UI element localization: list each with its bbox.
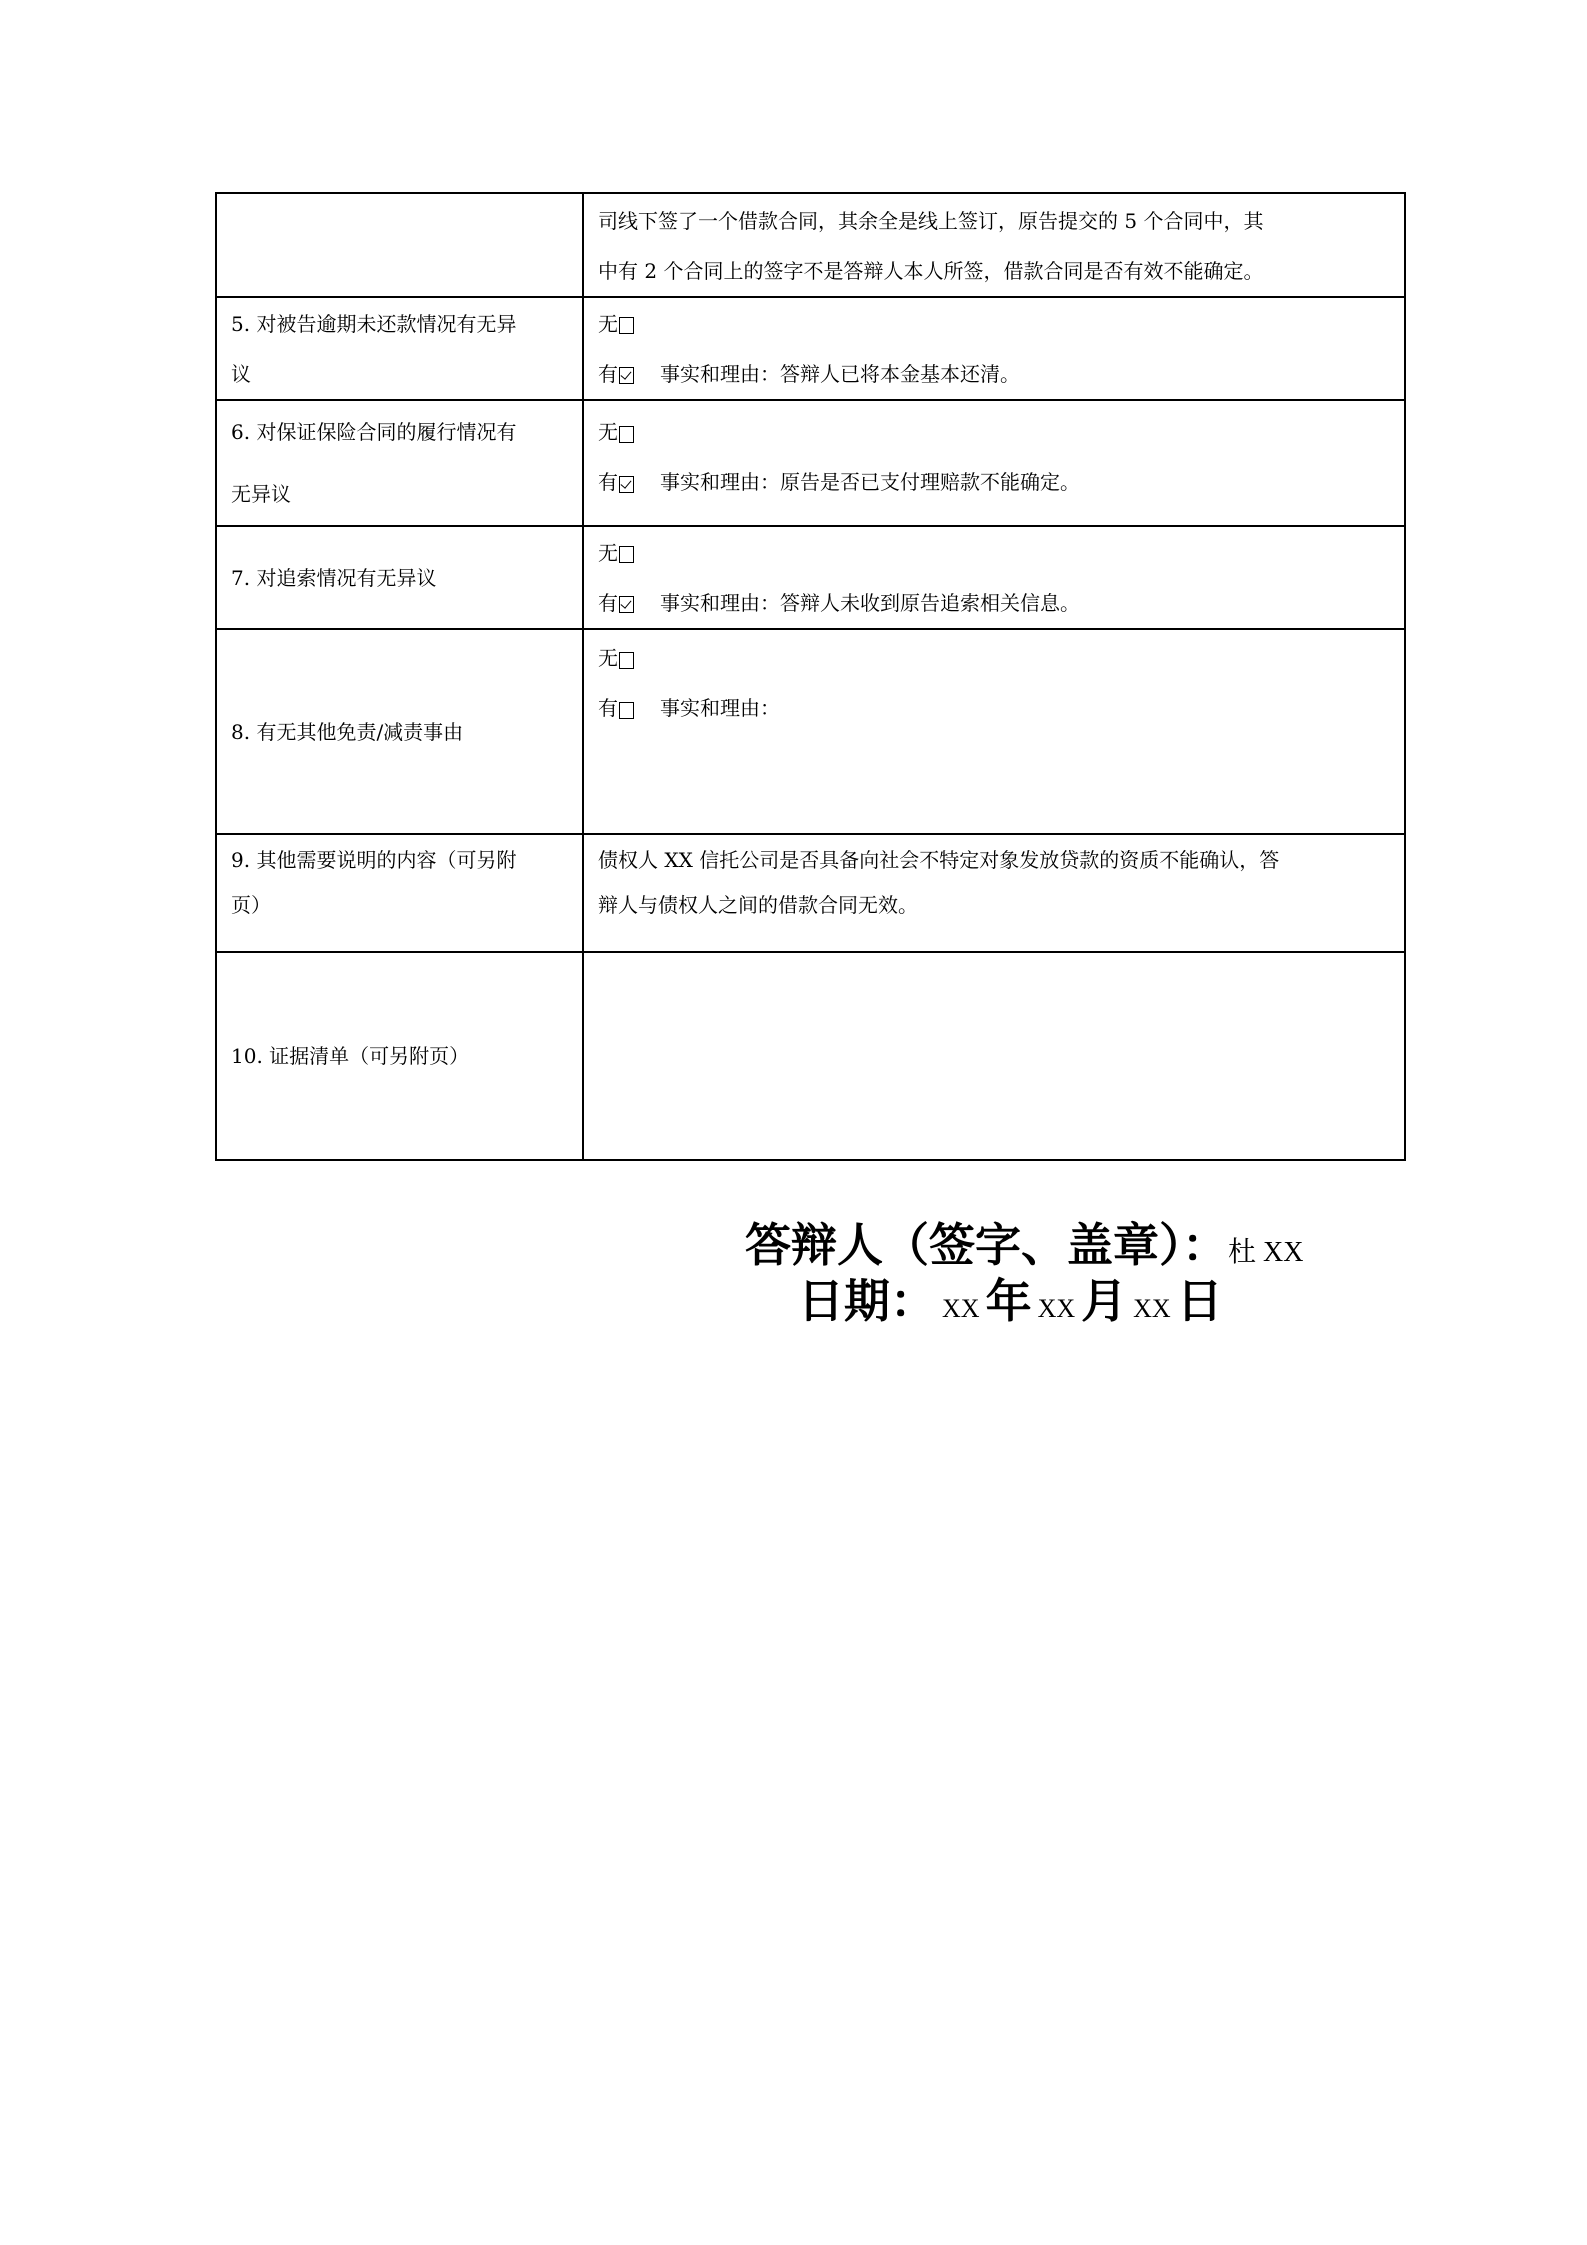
row-label-line: 议: [231, 361, 251, 386]
signature-line: [745, 1218, 1303, 1280]
table-row-item-7: [216, 526, 1405, 629]
checkbox-no[interactable]: [619, 546, 634, 563]
date-month-unit: 月: [1081, 1274, 1128, 1328]
reason-text: 答辩人已将本金基本还清。: [780, 361, 1020, 386]
row-label: [216, 834, 583, 952]
defense-form-table: [215, 192, 1406, 1161]
continuation-content: [583, 193, 1405, 297]
date-line: [798, 1274, 1223, 1336]
checkbox-no[interactable]: [619, 426, 634, 443]
option-yes: [598, 683, 1392, 733]
checkbox-yes[interactable]: [619, 476, 634, 493]
option-no-label: 无: [598, 420, 618, 444]
other-content-line: 辩人与债权人之间的借款合同无效。: [598, 893, 918, 917]
evidence-content[interactable]: [583, 952, 1405, 1160]
date-year-unit: 年: [985, 1274, 1032, 1328]
other-content: [583, 834, 1405, 952]
reason-label: 事实和理由：: [660, 590, 780, 615]
table-row-item-9: [216, 834, 1405, 952]
option-no-label: 无: [598, 646, 618, 670]
table-row-item-5: [216, 297, 1405, 400]
option-no: [598, 299, 1392, 349]
option-no: [598, 633, 1392, 683]
row-label-empty: [216, 193, 583, 297]
signature-label: 答辩人（签字、盖章）：: [745, 1218, 1228, 1272]
table-row-continuation: [216, 193, 1405, 297]
continuation-line-2: 中有 2 个合同上的签字不是答辩人本人所签，借款合同是否有效不能确定。: [598, 259, 1264, 283]
row-content: [583, 629, 1405, 834]
row-label: [216, 629, 583, 834]
evidence-label: 10. 证据清单（可另附页）: [231, 1044, 470, 1068]
row-label: [216, 400, 583, 526]
table-row-item-8: [216, 629, 1405, 834]
reason-label: 事实和理由：: [660, 696, 780, 720]
option-no-label: 无: [598, 311, 618, 336]
option-yes-label: 有: [598, 470, 618, 494]
date-day: XX: [1133, 1294, 1171, 1323]
table-row-item-10: [216, 952, 1405, 1160]
row-label-line: 无异议: [231, 482, 291, 506]
row-label-line: 7. 对追索情况有无异议: [231, 565, 437, 590]
continuation-line-1: 司线下签了一个借款合同，其余全是线上签订，原告提交的 5 个合同中，其: [598, 209, 1264, 233]
option-yes-label: 有: [598, 361, 618, 386]
row-label: [216, 952, 583, 1160]
option-no-label: 无: [598, 540, 618, 565]
checkbox-yes[interactable]: [619, 596, 634, 613]
reason-label: 事实和理由：: [660, 361, 780, 386]
checkbox-yes[interactable]: [619, 367, 634, 384]
row-content: [583, 400, 1405, 526]
row-label: [216, 297, 583, 400]
reason-text: 原告是否已支付理赔款不能确定。: [780, 470, 1080, 494]
checkbox-yes[interactable]: [619, 702, 634, 719]
option-yes: [598, 349, 1392, 399]
row-content: [583, 526, 1405, 629]
other-content-line: 债权人 XX 信托公司是否具备向社会不特定对象发放贷款的资质不能确认，答: [598, 848, 1280, 872]
row-label-line: 页）: [231, 893, 271, 917]
date-label: 日期：: [798, 1274, 936, 1328]
reason-text: 答辩人未收到原告追索相关信息。: [780, 590, 1080, 615]
option-yes-label: 有: [598, 696, 618, 720]
row-label-line: 6. 对保证保险合同的履行情况有: [231, 420, 517, 444]
row-label-line: 5. 对被告逾期未还款情况有无异: [231, 311, 517, 336]
option-yes: [598, 457, 1392, 507]
row-label-line: 9. 其他需要说明的内容（可另附: [231, 848, 517, 872]
table-row-item-6: [216, 400, 1405, 526]
option-no: [598, 407, 1392, 457]
date-month: XX: [1037, 1294, 1076, 1323]
reason-label: 事实和理由：: [660, 470, 780, 494]
option-yes-label: 有: [598, 590, 618, 615]
option-yes: [598, 578, 1392, 628]
signature-name: 杜 XX: [1228, 1237, 1304, 1268]
date-year: XX: [942, 1294, 980, 1323]
checkbox-no[interactable]: [619, 652, 634, 669]
checkbox-no[interactable]: [619, 317, 634, 334]
row-content: [583, 297, 1405, 400]
date-day-unit: 日: [1176, 1274, 1223, 1328]
row-label: [216, 526, 583, 629]
row-label-line: 8. 有无其他免责/减责事由: [231, 719, 464, 744]
option-no: [598, 528, 1392, 578]
